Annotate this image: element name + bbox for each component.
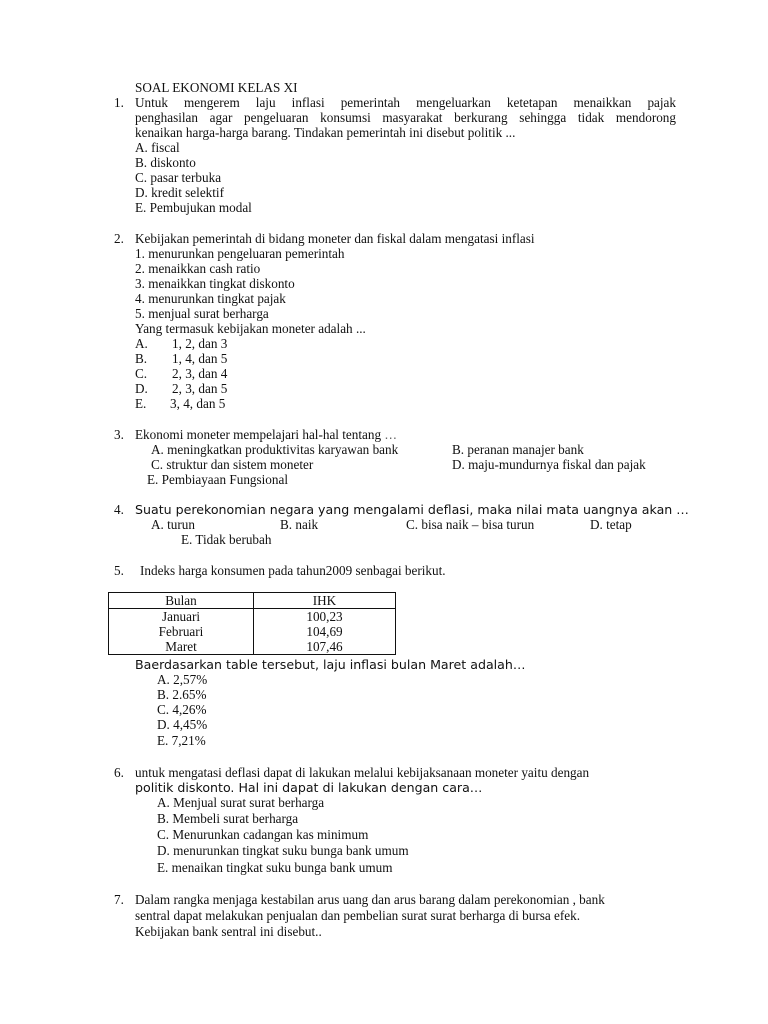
- answer-option-d: D. menurunkan tingkat suku bunga bank umum: [157, 843, 409, 858]
- answer-option-c-text: 2, 3, dan 4: [172, 366, 228, 381]
- answer-option-e: E. Tidak berubah: [181, 532, 272, 547]
- column-header-bulan: Bulan: [109, 593, 254, 609]
- document-title: SOAL EKONOMI KELAS XI: [135, 80, 298, 95]
- table-header-row: [109, 593, 396, 609]
- question-stem: Ekonomi moneter mempelajari hal-hal tentang: [135, 427, 382, 442]
- table-cell-month: Januari: [109, 609, 254, 625]
- answer-option-a: A. Menjual surat surat berharga: [157, 795, 325, 810]
- answer-option-b: B. peranan manajer bank: [452, 442, 584, 457]
- answer-option-c: C. struktur dan sistem moneter: [151, 457, 314, 472]
- table-cell-month: Maret: [109, 639, 254, 655]
- answer-option-b-text: 1, 4, dan 5: [172, 351, 228, 366]
- question-text-line: kenaikan harga-harga barang. Tindakan pemerintah ini disebut politik ...: [135, 125, 516, 140]
- question-text-line: penghasilan agar pengeluaran konsumsi masyarakat berkurang sehingga tidak mendorong: [135, 110, 676, 125]
- question-number: 5.: [114, 563, 124, 578]
- table-row: [109, 609, 396, 625]
- question-text-line: Suatu perekonomian negara yang mengalami deflasi, maka nilai mata uangnya akan …: [135, 502, 689, 517]
- ihk-table: [108, 592, 396, 655]
- statement-item: 2. menaikkan cash ratio: [135, 261, 261, 276]
- answer-option-a: A. meningkatkan produktivitas karyawan bank: [151, 442, 399, 457]
- answer-option-e: E. menaikan tingkat suku bunga bank umum: [157, 860, 393, 875]
- answer-option-d-letter: D.: [135, 381, 148, 396]
- answer-option-d: D. tetap: [590, 517, 632, 532]
- statement-item: 1. menurunkan pengeluaran pemerintah: [135, 246, 345, 261]
- question-text-line: Indeks harga konsumen pada tahun2009 senbagai berikut.: [140, 563, 446, 578]
- statement-item: 5. menjual surat berharga: [135, 306, 269, 321]
- question-text-line: [135, 427, 397, 442]
- answer-option-b: B. Membeli surat berharga: [157, 811, 299, 826]
- answer-option-c: C. bisa naik – bisa turun: [406, 517, 535, 532]
- table-cell-ihk: 100,23: [254, 609, 396, 625]
- question-text-line: Dalam rangka menjaga kestabilan arus uang dan arus barang dalam perekonomian , bank: [135, 892, 605, 907]
- question-number: 3.: [114, 427, 124, 442]
- answer-option-c: C. Menurunkan cadangan kas minimum: [157, 827, 369, 842]
- answer-option-c: C. 4,26%: [157, 702, 207, 717]
- answer-option-b: B. naik: [280, 517, 319, 532]
- question-prompt: Baerdasarkan table tersebut, laju inflasi bulan Maret adalah…: [135, 657, 526, 672]
- answer-option-a-letter: A.: [135, 336, 148, 351]
- question-number: 4.: [114, 502, 124, 517]
- question-number: 2.: [114, 231, 124, 246]
- table-row: [109, 624, 396, 639]
- answer-option-b-letter: B.: [135, 351, 148, 366]
- answer-option-e-text: 3, 4, dan 5: [170, 396, 226, 411]
- answer-option-d: D. maju-mundurnya fiskal dan pajak: [452, 457, 646, 472]
- answer-option-b: B. 2.65%: [157, 687, 207, 702]
- question-number: 6.: [114, 765, 124, 780]
- table-row: [109, 639, 396, 655]
- question-text-line: Kebijakan pemerintah di bidang moneter dan fiskal dalam mengatasi inflasi: [135, 231, 535, 246]
- question-text-line: Kebijakan bank sentral ini disebut..: [135, 924, 322, 939]
- answer-option-d: D. 4,45%: [157, 717, 208, 732]
- answer-option-d-text: 2, 3, dan 5: [172, 381, 228, 396]
- answer-option-e-letter: E.: [135, 396, 147, 411]
- question-prompt: Yang termasuk kebijakan moneter adalah ...: [135, 321, 366, 336]
- column-header-ihk: IHK: [254, 593, 396, 609]
- ellipsis: …: [384, 427, 397, 442]
- table-cell-ihk: 107,46: [254, 639, 396, 655]
- answer-option-e: E. 7,21%: [157, 733, 206, 748]
- answer-option-e: E. Pembiayaan Fungsional: [147, 472, 289, 487]
- statement-item: 3. menaikkan tingkat diskonto: [135, 276, 295, 291]
- answer-option-a: A. turun: [151, 517, 195, 532]
- answer-option-a: A. 2,57%: [157, 672, 208, 687]
- statement-item: 4. menurunkan tingkat pajak: [135, 291, 286, 306]
- question-text-line: politik diskonto. Hal ini dapat di lakukan dengan cara…: [135, 780, 483, 795]
- answer-option-a: A. fiscal: [135, 140, 180, 155]
- answer-option-c-letter: C.: [135, 366, 148, 381]
- table-cell-ihk: 104,69: [254, 624, 396, 639]
- answer-option-d: D. kredit selektif: [135, 185, 224, 200]
- answer-option-e: E. Pembujukan modal: [135, 200, 252, 215]
- question-text-line: Untuk mengerem laju inflasi pemerintah mengeluarkan ketetapan menaikkan pajak: [135, 95, 676, 110]
- answer-option-c: C. pasar terbuka: [135, 170, 222, 185]
- answer-option-a-text: 1, 2, dan 3: [172, 336, 228, 351]
- table-cell-month: Februari: [109, 624, 254, 639]
- question-text-line: untuk mengatasi deflasi dapat di lakukan melalui kebijaksanaan moneter yaitu dengan: [135, 765, 590, 780]
- question-number: 1.: [114, 95, 124, 110]
- answer-option-b: B. diskonto: [135, 155, 196, 170]
- question-number: 7.: [114, 892, 124, 907]
- question-text-line: sentral dapat melakukan penjualan dan pembelian surat surat berharga di bursa efek.: [135, 908, 581, 923]
